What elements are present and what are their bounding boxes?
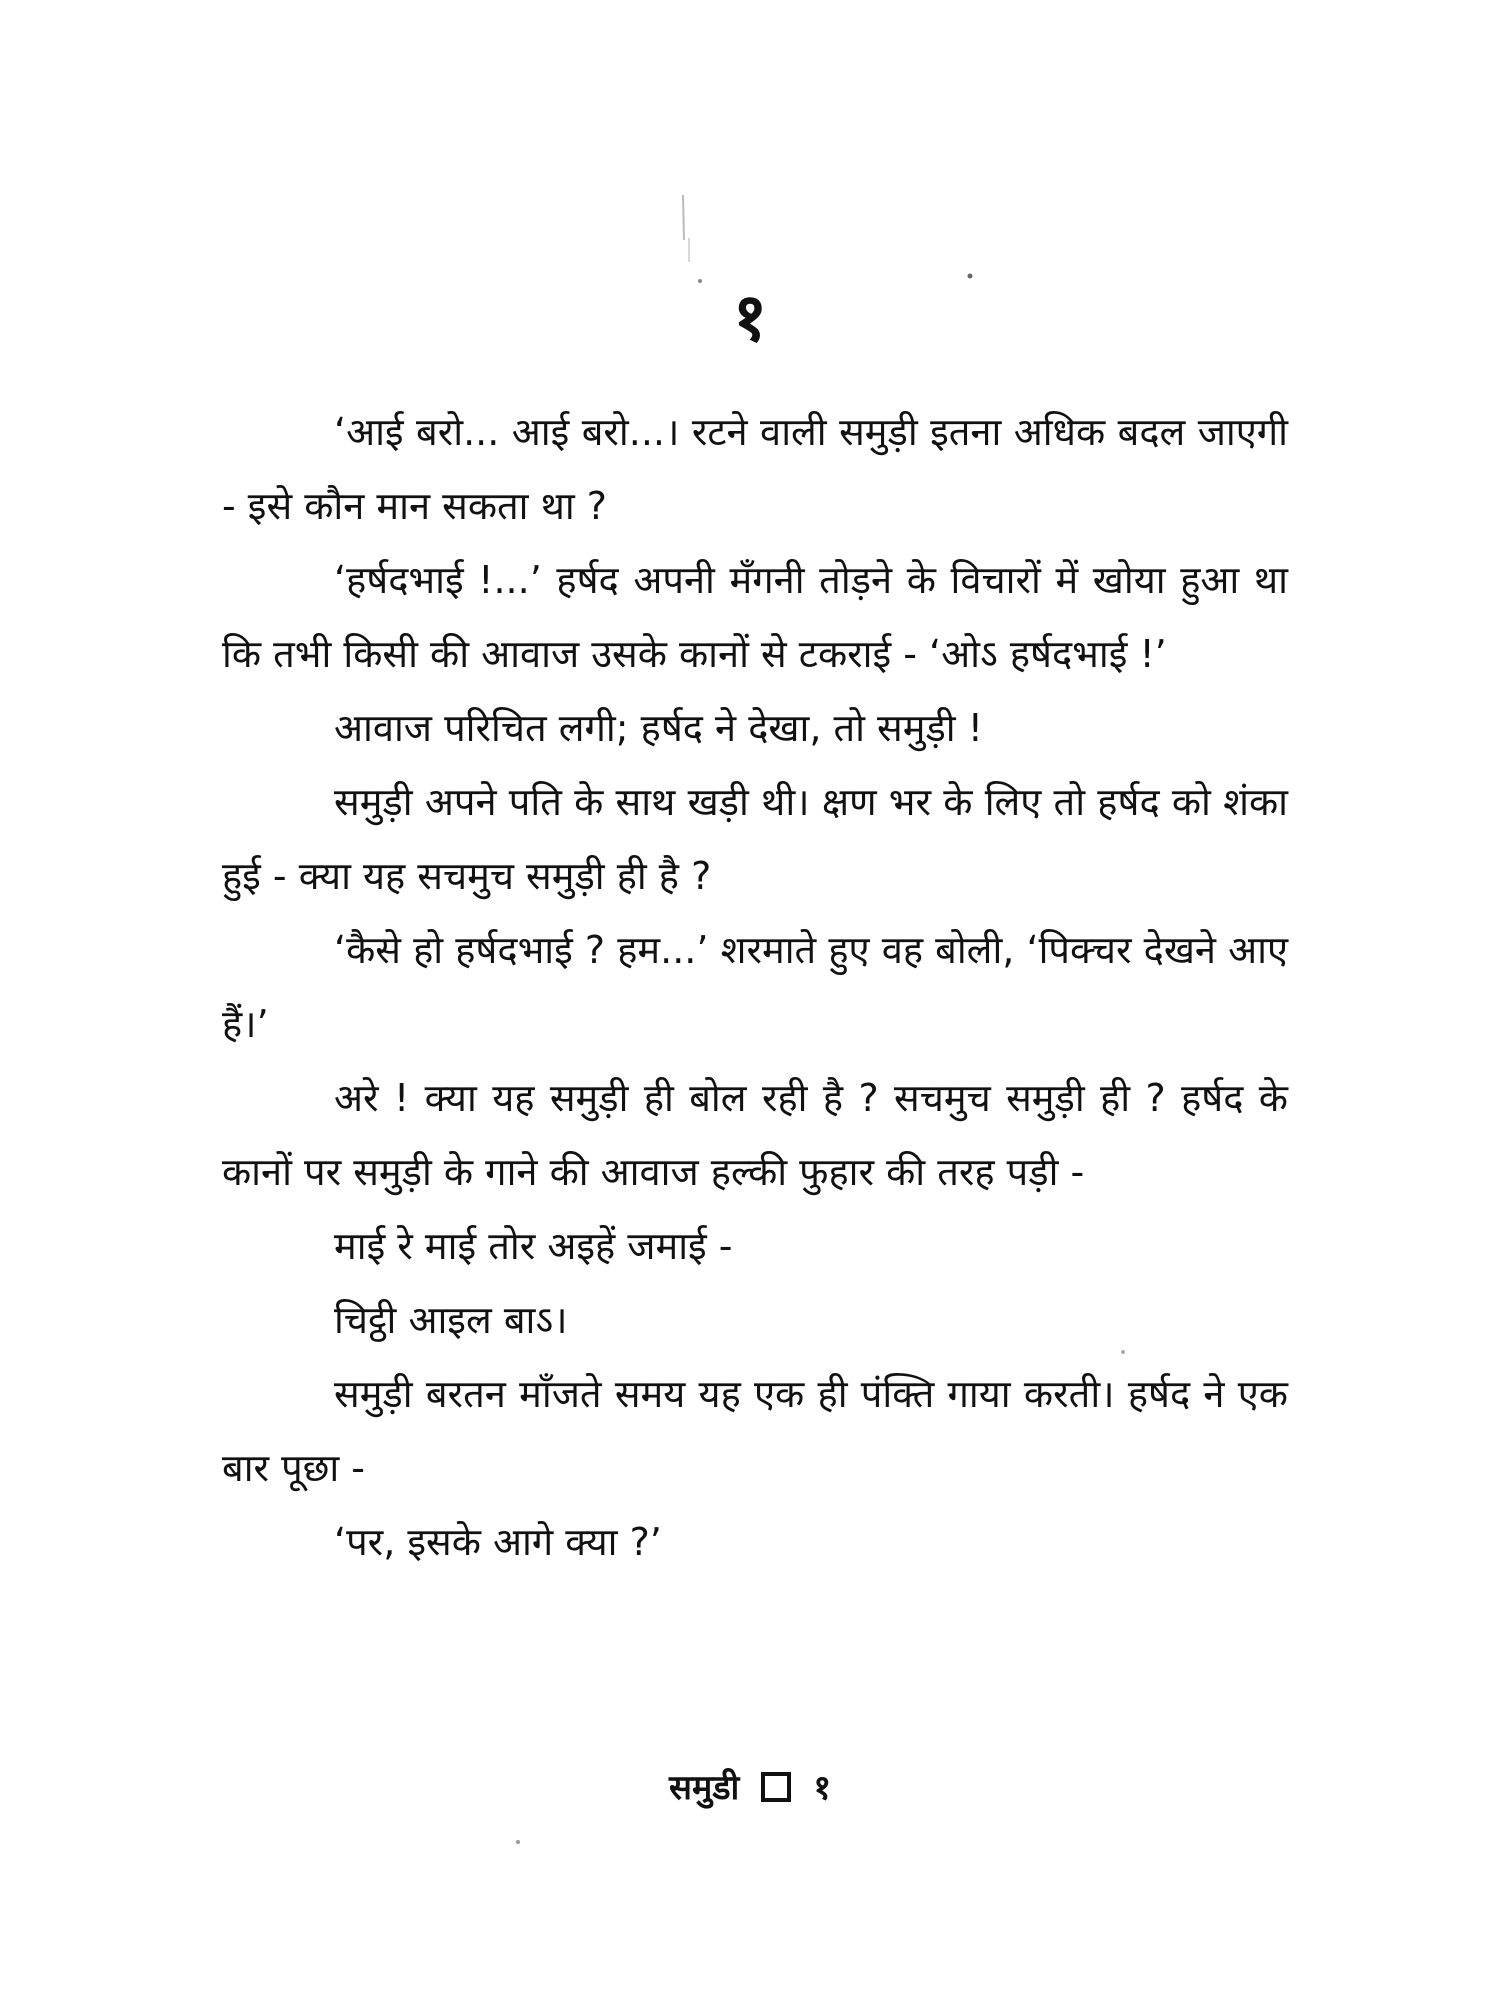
- paragraph: ‘हर्षदभाई !...’ हर्षद अपनी मँगनी तोड़ने के विचारों में खोया हुआ था कि तभी किसी की आवाज उसके कानों से टकराई - ‘ओऽ हर्षदभाई !’: [222, 558, 1288, 676]
- paragraph: आवाज परिचित लगी; हर्षद ने देखा, तो समुड़ी !: [334, 706, 983, 750]
- page-footer: [0, 1768, 1500, 1808]
- chapter-body: [222, 395, 1288, 1579]
- book-title: समुडी: [669, 1768, 740, 1808]
- chapter-number: १: [732, 279, 768, 356]
- paragraph: समुड़ी अपने पति के साथ खड़ी थी। क्षण भर के लिए तो हर्षद को शंका हुई - क्या यह सचमुच समुड़ी ही है ?: [222, 780, 1288, 898]
- paragraph: समुड़ी बरतन माँजते समय यह एक ही पंक्ति गाया करती। हर्षद ने एक बार पूछा -: [222, 1372, 1288, 1490]
- page-number: १: [813, 1768, 831, 1808]
- paragraph: ‘पर, इसके आगे क्या ?’: [334, 1520, 662, 1564]
- song-line: माई रे माई तोर अइहें जमाई -: [334, 1224, 733, 1268]
- paragraph: ‘आई बरो... आई बरो...। रटने वाली समुड़ी इतना अधिक बदल जाएगी - इसे कौन मान सकता था ?: [222, 410, 1288, 528]
- song-line: चिट्ठी आइल बाऽ।: [334, 1298, 568, 1342]
- separator-box-icon: [761, 1772, 791, 1802]
- paragraph: अरे ! क्या यह समुड़ी ही बोल रही है ? सचमुच समुड़ी ही ? हर्षद के कानों पर समुड़ी के गाने की आवाज हल्की फुहार की तरह पड़ी -: [222, 1076, 1288, 1194]
- paragraph: ‘कैसे हो हर्षदभाई ? हम...’ शरमाते हुए वह बोली, ‘पिक्चर देखने आए हैं।’: [222, 928, 1288, 1046]
